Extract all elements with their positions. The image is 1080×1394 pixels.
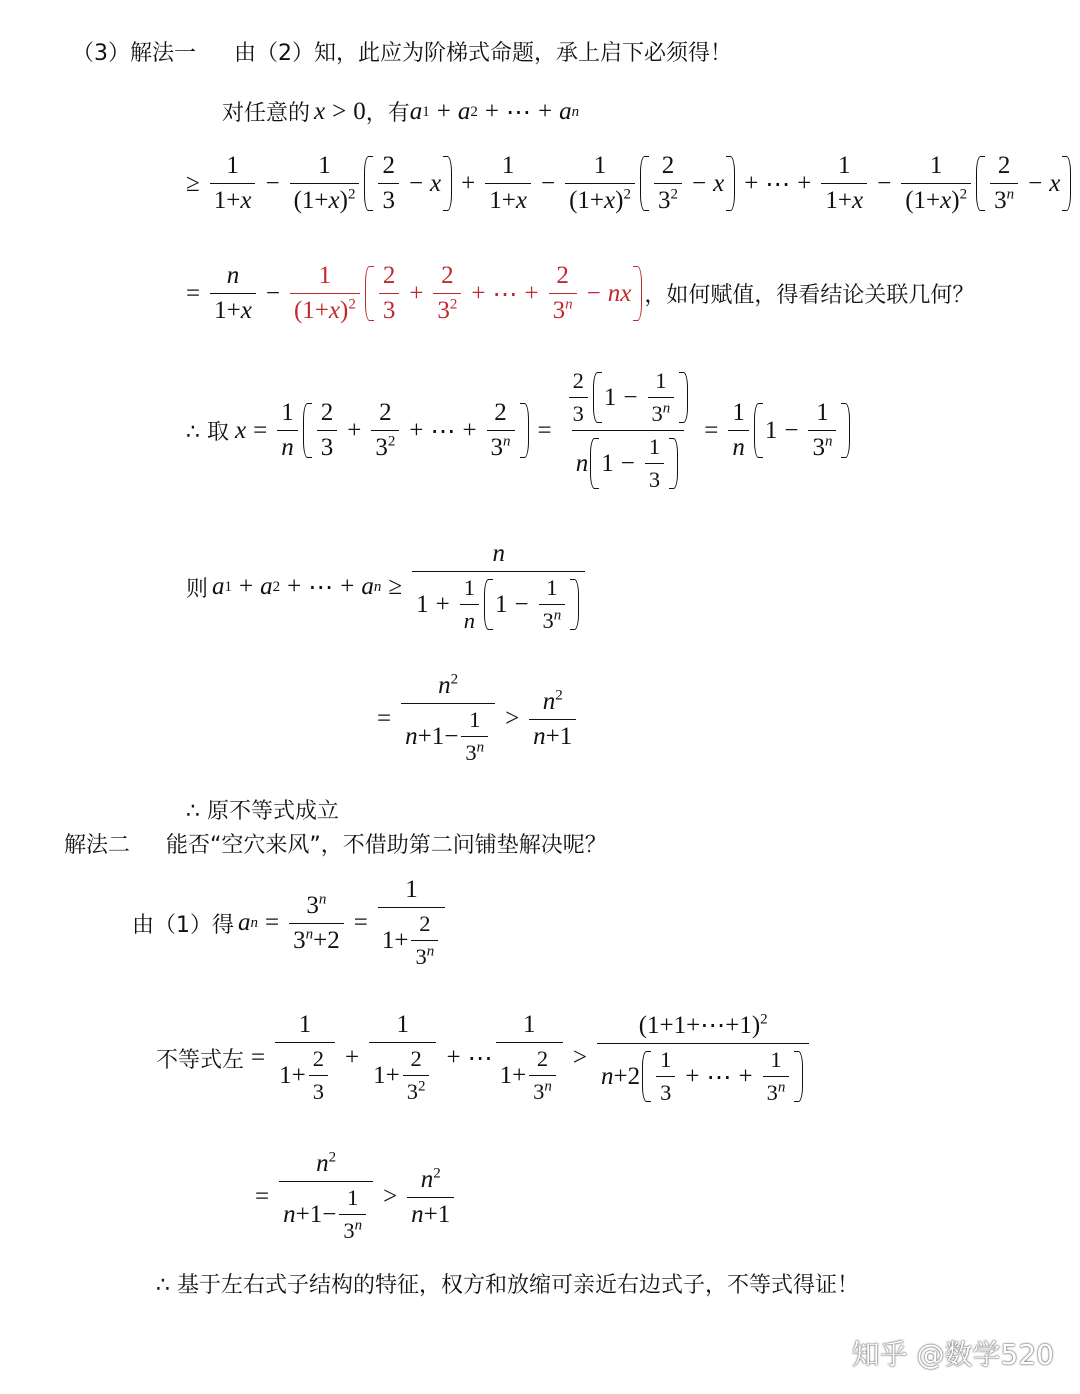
result-line-2: = $n^2$ n +1− $\frac{1}{3^n}$ > $\frac{n^2}{n+1}$ xyxy=(248,1150,457,1244)
from-1-line: 由（1）得 a n = $\frac{3^n}{3^n+2}$ = 1 1+ $\frac{2}{3^n}$ xyxy=(132,876,448,970)
expansion-line: ≥ $\frac{1}{1+x}$ − $\frac{1}{(1+x)^2}$ $\frac{2}{3}$ − x + $\frac{1}{1+x}$ − $\frac{1}{(1+x)^2}$ $\frac{2}{3^2}$ − x + ⋯ + $\frac{1}{1+x}$ − $\frac{1}{(1+x)^2}$ $\frac{2}{3^n}$ − x xyxy=(186,152,1073,215)
left-side-line: 不等式左 = 1 1+ $\frac{2}{3}$ + 1 1+ $\frac{2}{3^2}$ + ⋯ 1 1+ $\frac{2}{3^n}$ > (1+1+⋯+1)$^2$ n +2 $\frac{1}{3}$ + ⋯ + $\frac{1}{3^n}$ xyxy=(156,1010,812,1106)
method2-title: 解法二 xyxy=(64,833,131,858)
result-line-1: = $n^2$ n +1− $\frac{1}{3^n}$ > $\frac{n^2}{n+1}$ xyxy=(370,672,579,766)
method2-header xyxy=(64,828,607,859)
conclusion-1: ∴ 原不等式成立 xyxy=(186,799,339,824)
intro-line xyxy=(222,96,579,127)
left-prefix: 不等式左 xyxy=(156,1047,245,1073)
header-note: 由（2）知，此应为阶梯式命题，承上启下必须得！ xyxy=(234,41,732,66)
intro-prefix: 对任意的 xyxy=(222,101,311,126)
method2-question: 能否“空穴来风”，不借助第二问铺垫解决呢？ xyxy=(166,833,607,858)
red-term: $\frac{1}{(1+x)^2}$ $\frac{2}{3}$ + $\frac{2}{3^2}$ + ⋯ + $\frac{2}{3^n}$ − nx xyxy=(287,262,644,325)
watermark: 知乎 @数学520 xyxy=(851,1338,1054,1371)
intro-mid: ，有 xyxy=(365,101,410,126)
from-prefix: 由（1）得 xyxy=(132,912,234,938)
grouped-line: = $\frac{n}{1+x}$ − $\frac{1}{(1+x)^2}$ $\frac{2}{3}$ + $\frac{2}{3^2}$ + ⋯ + $\frac{2}{3^n}$ − nx ，如何赋值，得看结论关联几何？ xyxy=(186,262,975,324)
take-prefix: ∴ 取 xyxy=(186,420,229,445)
conclusion-2: ∴ 基于左右式子结构的特征，权方和放缩可亲近右边式子，不等式得证！ xyxy=(156,1273,859,1298)
part-label: （3）解法一 xyxy=(72,41,196,66)
sum-formula: a 1 + a 2 + ⋯ + a n xyxy=(409,97,580,126)
then-line: 则 a 1 + a 2 + ⋯ + a n ≥ n 1 + $\frac{1}{n}$ 1 − $\frac{1}{3^n}$ xyxy=(186,540,588,634)
then-prefix: 则 xyxy=(186,576,209,602)
intro-formula: x > 0 xyxy=(314,97,366,125)
red-comment: ，如何赋值，得看结论关联几何？ xyxy=(644,283,975,308)
take-x-line: ∴ 取 x = $\frac{1}{n}$ $\frac{2}{3}$ + $\frac{2}{3^2}$ + ⋯ + $\frac{2}{3^n}$ = $\frac{2}{3}$ 1 − $\frac{1}{3^n}$ n 1 − $\frac{1}{3}$ = $\frac{1}{n}$ 1 − $\frac{1}{3^n}$ xyxy=(186,368,852,493)
section-header xyxy=(72,36,732,67)
